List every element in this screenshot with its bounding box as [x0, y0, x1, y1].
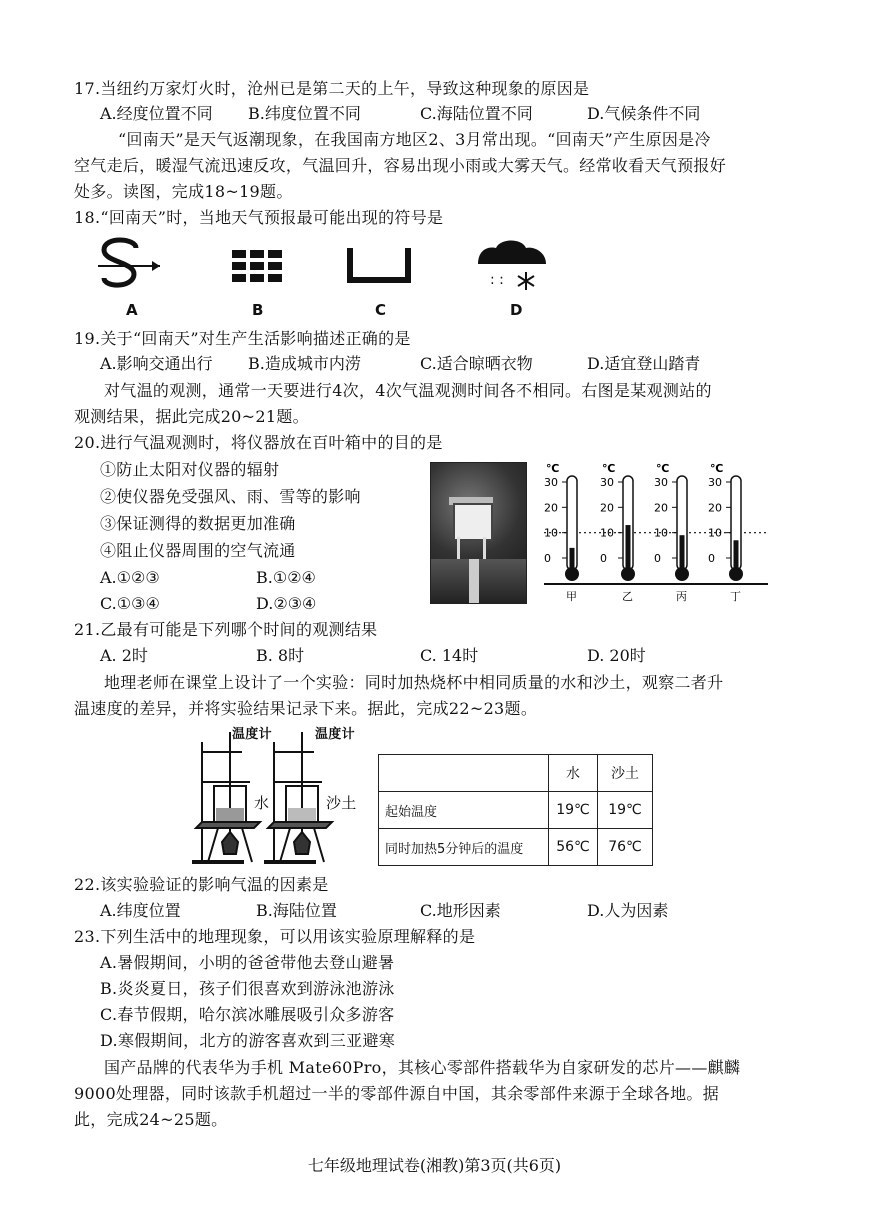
label-sand: 沙土	[326, 794, 357, 812]
fog-icon[interactable]	[232, 250, 282, 282]
page-footer: 七年级地理试卷(湘教)第3页(共6页)	[307, 1156, 562, 1175]
q22-option-d[interactable]: D.人为因素	[587, 901, 669, 920]
q19-options	[100, 353, 800, 375]
label-water: 水	[254, 794, 270, 812]
q18-stem: 18.“回南天”时，当地天气预报最可能出现的符号是	[74, 208, 444, 227]
q23-option-d[interactable]: D.寒假期间，北方的游客喜欢到三亚避寒	[100, 1031, 396, 1050]
q19-option-b[interactable]: B.造成城市内涝	[248, 354, 361, 373]
thermometer-name: 丙	[676, 590, 687, 603]
thermometer-tick-label: 30	[654, 476, 668, 489]
thermometer-tick-label: 0	[708, 552, 715, 565]
q20-option-a[interactable]: A.①②③	[100, 568, 160, 587]
thermometer-tick-label: 30	[544, 476, 558, 489]
q22-option-c[interactable]: C.地形因素	[420, 901, 501, 920]
q20-statement-4: ④阻止仪器周围的空气流通	[100, 541, 296, 560]
thermometer-tick-label: 10	[544, 526, 558, 540]
q17-option-c[interactable]: C.海陆位置不同	[420, 104, 533, 123]
thermometer-tick-label: 30	[600, 476, 614, 489]
thermometer-mercury	[626, 525, 631, 570]
q20-options-row1	[100, 567, 420, 589]
thermometer-tick-label: 0	[600, 552, 607, 565]
table-cell: 76℃	[598, 829, 653, 866]
table-header-cell	[379, 755, 549, 792]
thermometer-tick-label: 0	[544, 552, 551, 565]
thermometer-tick-label: 10	[600, 526, 614, 540]
thermometer-tick-label: 20	[600, 501, 614, 515]
symbol-label-a: A	[126, 301, 138, 319]
q19-option-d[interactable]: D.适宜登山踏青	[587, 354, 701, 373]
q21-stem: 21.乙最有可能是下列哪个时间的观测结果	[74, 620, 378, 639]
thermometer-tick-label: 20	[544, 501, 558, 515]
stevenson-screen-photo	[430, 462, 527, 604]
q23-stem: 23.下列生活中的地理现象，可以用该实验原理解释的是	[74, 927, 476, 946]
q22-stem: 22.该实验验证的影响气温的因素是	[74, 875, 329, 894]
label-thermometer-left: 温度计	[232, 727, 272, 742]
thermometer-tick-label: 20	[708, 501, 722, 515]
thermometer-name: 乙	[622, 590, 633, 603]
intro22-line1: 地理老师在课堂上设计了一个实验：同时加热烧杯中相同质量的水和沙土，观察二者升	[104, 673, 724, 692]
q23-option-b[interactable]: B.炎炎夏日，孩子们很喜欢到游泳池游泳	[100, 979, 395, 998]
intro24-line2: 9000处理器，同时该款手机超过一半的零部件源自中国，其余零部件来源于全球各地。据	[74, 1084, 720, 1103]
q21-option-b[interactable]: B. 8时	[256, 646, 305, 665]
thermometer-tick-label: 20	[654, 501, 668, 515]
thermometer-unit-label: ℃	[546, 462, 560, 475]
table-header-sand: 沙土	[598, 755, 653, 792]
sleet-icon[interactable]	[478, 241, 546, 291]
intro24-line3: 此，完成24~25题。	[74, 1110, 228, 1129]
intro18-line3: 处多。读图，完成18~19题。	[74, 182, 293, 201]
weather-symbols	[90, 236, 560, 298]
symbol-label-c: C	[375, 301, 387, 319]
thermometer-unit-label: ℃	[656, 462, 670, 475]
q22-option-b[interactable]: B.海陆位置	[256, 901, 337, 920]
intro24-line1: 国产品牌的代表华为手机 Mate60Pro，其核心零部件搭载华为自家研发的芯片——麒麟	[104, 1058, 741, 1077]
thermometer-tick-label: 0	[654, 552, 661, 565]
thermometer-mercury	[680, 535, 685, 570]
q17-option-b[interactable]: B.纬度位置不同	[248, 104, 361, 123]
table-cell: 19℃	[598, 792, 653, 829]
water-filling	[216, 808, 244, 821]
thermometer-mercury	[570, 548, 575, 570]
table-header-water: 水	[549, 755, 598, 792]
q20-statement-2: ②使仪器免受强风、雨、雪等的影响	[100, 487, 361, 506]
q20-stem: 20.进行气温观测时，将仪器放在百叶箱中的目的是	[74, 433, 443, 452]
table-cell: 起始温度	[379, 792, 549, 829]
q23-option-a[interactable]: A.暑假期间，小明的爸爸带他去登山避暑	[100, 953, 395, 972]
q17-option-a[interactable]: A.经度位置不同	[100, 104, 213, 123]
q21-option-d[interactable]: D. 20时	[587, 646, 646, 665]
thermometer-name: 甲	[566, 590, 577, 603]
q20-option-b[interactable]: B.①②④	[256, 568, 316, 587]
intro20-line2: 观测结果，据此完成20~21题。	[74, 407, 309, 426]
q20-options-row2	[100, 593, 420, 615]
q19-stem: 19.关于“回南天”对生产生活影响描述正确的是	[74, 329, 411, 348]
q20-statement-3: ③保证测得的数据更加准确	[100, 514, 296, 533]
q17-option-d[interactable]: D.气候条件不同	[587, 104, 701, 123]
table-row	[379, 829, 653, 866]
q23-option-c[interactable]: C.春节假期，哈尔滨冰雕展吸引众多游客	[100, 1005, 395, 1024]
thermometer-tick-label: 30	[708, 476, 722, 489]
typhoon-icon[interactable]	[98, 240, 160, 285]
table-header-row	[379, 755, 653, 792]
q20-option-d[interactable]: D.②③④	[256, 594, 317, 613]
q19-option-c[interactable]: C.适合晾晒衣物	[420, 354, 533, 373]
table-row	[379, 792, 653, 829]
intro22-line2: 温速度的差异，并将实验结果记录下来。据此，完成22~23题。	[74, 699, 538, 718]
q21-options	[100, 645, 800, 667]
thermometer-unit-label: ℃	[602, 462, 616, 475]
symbol-label-d: D	[510, 301, 523, 319]
table-cell: 56℃	[549, 829, 598, 866]
dust-icon[interactable]	[350, 248, 408, 280]
experiment-results-table	[378, 754, 653, 866]
svg-text:: :: : :	[490, 272, 504, 288]
q21-option-c[interactable]: C. 14时	[420, 646, 479, 665]
label-thermometer-right: 温度计	[315, 727, 355, 742]
thermometer-mercury	[734, 540, 739, 570]
q17-options	[100, 103, 800, 125]
q22-options	[100, 900, 800, 922]
thermometer-tick-label: 10	[654, 526, 668, 540]
q17-stem: 17.当纽约万家灯火时，沧州已是第二天的上午，导致这种现象的原因是	[74, 79, 590, 98]
q21-option-a[interactable]: A. 2时	[100, 646, 148, 665]
thermometer-figure	[536, 460, 776, 605]
table-cell: 同时加热5分钟后的温度	[379, 829, 549, 866]
q20-option-c[interactable]: C.①③④	[100, 594, 160, 613]
symbol-label-b: B	[252, 301, 264, 319]
thermometer-name: 丁	[730, 590, 741, 603]
intro18-line2: 空气走后，暖湿气流迅速反攻，气温回升，容易出现小雨或大雾天气。经常收看天气预报好	[74, 156, 727, 175]
thermometer-tick-label: 10	[708, 526, 722, 540]
intro20-line1: 对气温的观测，通常一天要进行4次，4次气温观测时间各不相同。右图是某观测站的	[104, 381, 712, 400]
sand-filling	[288, 808, 316, 821]
q22-option-a[interactable]: A.纬度位置	[100, 901, 181, 920]
q20-statement-1: ①防止太阳对仪器的辐射	[100, 460, 280, 479]
table-cell: 19℃	[549, 792, 598, 829]
thermometer-unit-label: ℃	[710, 462, 724, 475]
intro18-line1: “回南天”是天气返潮现象，在我国南方地区2、3月常出现。“回南天”产生原因是冷	[118, 130, 711, 149]
q19-option-a[interactable]: A.影响交通出行	[100, 354, 213, 373]
